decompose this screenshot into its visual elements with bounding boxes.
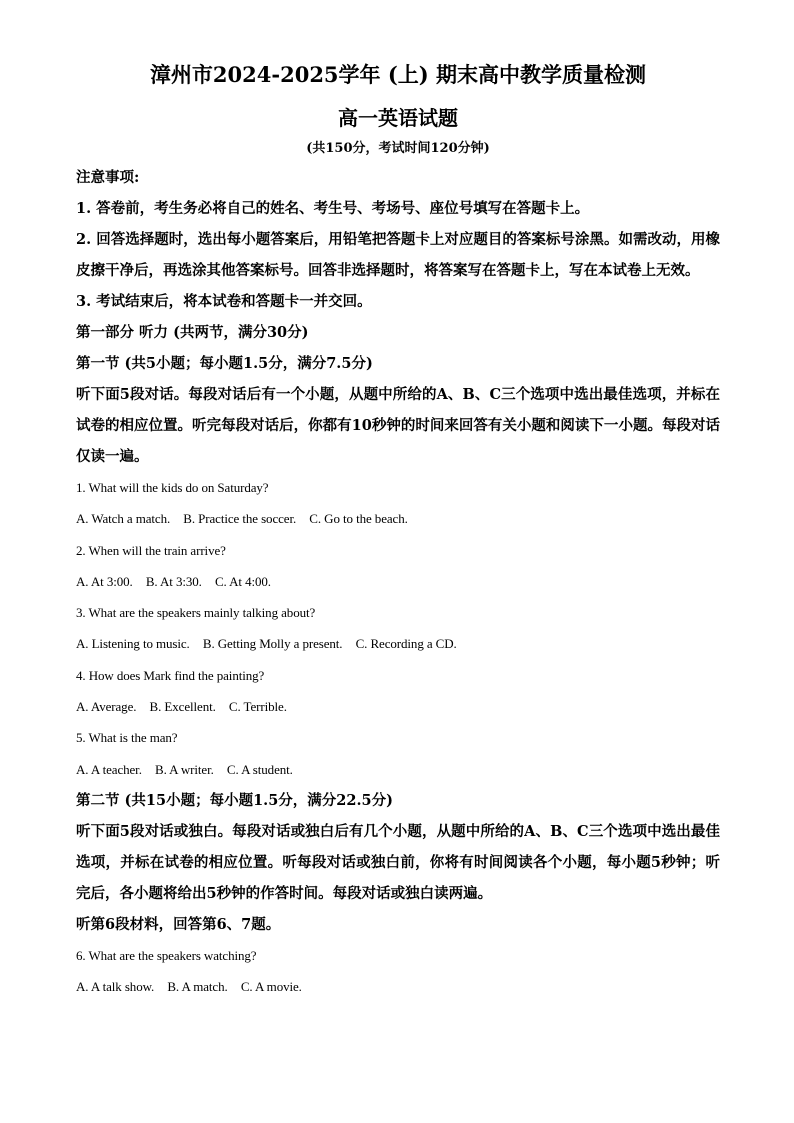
option-c: C. A movie. [240,979,302,995]
question-options [76,503,720,534]
option-c: C. A student. [226,761,293,777]
notice-item: 2. 回答选择题时，选出每小题答案后，用铅笔把答题卡上对应题目的答案标号涂黑。如需改动，用橡皮擦干净后，再选涂其他答案标号。回答非选择题时，将答案写在答题卡上，写在本试卷上无效。 [76,231,720,279]
question-text: 6. What are the speakers watching? [76,947,257,963]
section1-instructions: 听下面5段对话。每段对话后有一个小题，从题中所给的A、B、C三个选项中选出最佳选项，并标在试卷的相应位置。听完每段对话后，你都有10秒钟的时间来回答有关小题和阅读下一小题。每段对话仅读一遍。 [76,386,720,465]
notice-heading: 注意事项: [76,169,140,186]
question-options [76,691,720,722]
option-a: A. Watch a match. [76,511,171,527]
option-c: C. Recording a CD. [355,636,457,652]
exam-meta: (共150分，考试时间120分钟) [306,141,490,156]
exam-page [76,60,720,1003]
question-text: 1. What will the kids do on Saturday? [76,480,269,495]
question-options [76,566,720,597]
question-options [76,971,720,1002]
option-b: B. Excellent. [149,699,216,715]
question-text: 2. When will the train arrive? [76,542,226,558]
option-c: C. Terrible. [228,699,287,715]
option-a: A. At 3:00. [76,573,133,589]
option-b: B. A match. [167,979,228,995]
option-b: B. At 3:30. [145,573,202,589]
exam-subtitle: 高一英语试题 [338,106,458,130]
option-a: A. A teacher. [76,761,142,777]
option-a: A. A talk show. [76,979,155,995]
question-options [76,628,720,659]
question-text: 3. What are the speakers mainly talking about? [76,605,316,621]
section1-heading: 第一节 (共5小题；每小题1.5分，满分7.5分) [76,355,373,372]
question-text: 5. What is the man? [76,730,178,746]
question-text: 4. How does Mark find the painting? [76,667,265,683]
option-a: A. Listening to music. [76,636,190,652]
exam-title: 漳州市2024-2025学年 (上) 期末高中教学质量检测 [149,62,647,87]
option-a: A. Average. [76,699,137,715]
part1-heading: 第一部分 听力 (共两节，满分30分) [76,324,309,341]
option-c: C. Go to the beach. [309,511,408,527]
question-options [76,754,720,785]
notice-item: 3. 考试结束后，将本试卷和答题卡一并交回。 [76,293,372,310]
option-b: B. Getting Molly a present. [202,636,343,652]
section2-instructions: 听下面5段对话或独白。每段对话或独白后有几个小题，从题中所给的A、B、C三个选项中选出最佳选项，并标在试卷的相应位置。听每段对话或独白前，你将有时间阅读各个小题，每小题5秒钟；听完后，各小题将给出5秒钟的作答时间。每段对话或独白读两遍。 [76,822,720,902]
notice-item: 1. 答卷前，考生务必将自己的姓名、考生号、考场号、座位号填写在答题卡上。 [76,200,590,217]
option-b: B. A writer. [155,761,214,777]
option-c: C. At 4:00. [214,573,271,589]
option-b: B. Practice the soccer. [183,511,297,527]
material-heading: 听第6段材料，回答第6、7题。 [76,915,281,933]
section2-heading: 第二节 (共15小题；每小题1.5分，满分22.5分) [76,791,393,809]
